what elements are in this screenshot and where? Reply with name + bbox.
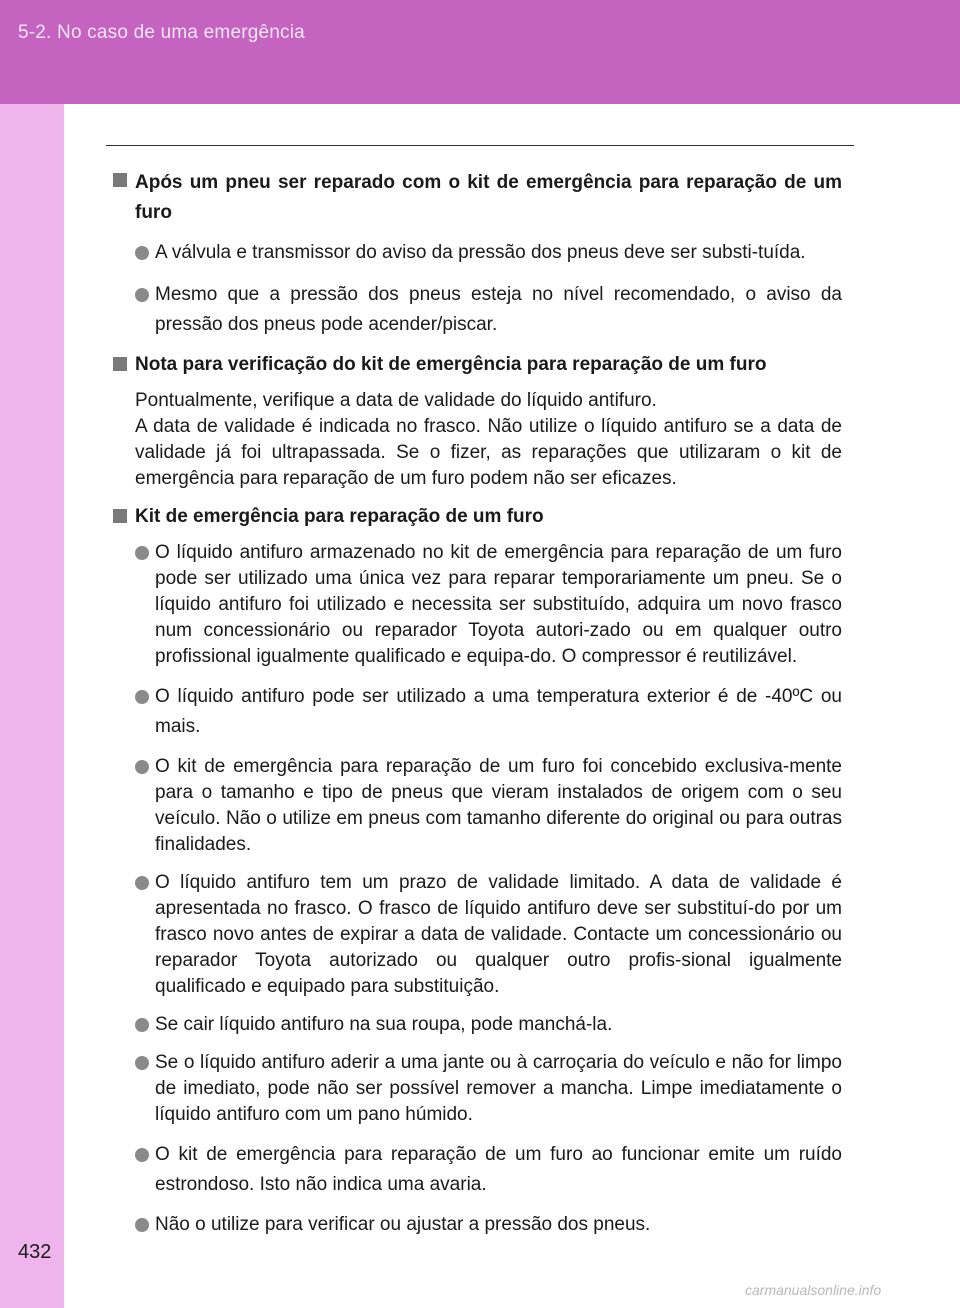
list-item-text: A válvula e transmissor do aviso da pressão dos pneus deve ser substi-tuída. bbox=[155, 242, 806, 263]
round-bullet-icon bbox=[135, 1018, 149, 1032]
section-title: Nota para verificação do kit de emergência para reparação de um furo bbox=[135, 354, 767, 375]
section-title: Após um pneu ser reparado com o kit de emergência para reparação de um furo bbox=[135, 172, 842, 223]
list-item-text: O kit de emergência para reparação de um furo ao funcionar emite um ruído estrondoso. Isto não indica uma avaria. bbox=[155, 1144, 842, 1195]
round-bullet-icon bbox=[135, 760, 149, 774]
list-item-text: O kit de emergência para reparação de um furo foi concebido exclusiva-mente para o tamanho e tipo de pneus que vieram instalados de origem com o seu veículo. Não o utilize em pneus com tamanho diferente do original ou para outras finalidades. bbox=[155, 756, 842, 855]
page-number: 432 bbox=[18, 1241, 52, 1263]
round-bullet-icon bbox=[135, 546, 149, 560]
square-bullet-icon bbox=[113, 173, 127, 187]
page-content bbox=[113, 168, 842, 1250]
square-bullet-icon bbox=[113, 509, 127, 523]
list-item bbox=[113, 754, 842, 858]
header-band bbox=[0, 0, 960, 104]
footer-watermark: carmanualsonline.info bbox=[745, 1282, 882, 1298]
list-item bbox=[113, 280, 842, 340]
list-item-text: Se cair líquido antifuro na sua roupa, pode manchá-la. bbox=[155, 1014, 613, 1035]
list-item-text: Mesmo que a pressão dos pneus esteja no nível recomendado, o aviso da pressão dos pneus pode acender/piscar. bbox=[155, 284, 842, 335]
side-margin-band bbox=[0, 104, 64, 1308]
square-bullet-icon bbox=[113, 357, 127, 371]
list-item bbox=[113, 1140, 842, 1200]
section-label: 5-2. No caso de uma emergência bbox=[18, 22, 305, 43]
list-item bbox=[113, 540, 842, 670]
list-item-text: O líquido antifuro armazenado no kit de emergência para reparação de um furo pode ser utilizado uma única vez para reparar temporariamente um pneu. Se o líquido antifuro foi utilizado e necessita ser substituído, adquira um novo frasco num concessionário ou reparador Toyota autori-zado ou em qualquer outro profissional igualmente qualificado e equipa-do. O compressor é reutilizável. bbox=[155, 542, 842, 667]
list-item bbox=[113, 1012, 842, 1038]
list-item bbox=[113, 1212, 842, 1238]
round-bullet-icon bbox=[135, 1218, 149, 1232]
list-item-text: Se o líquido antifuro aderir a uma jante ou à carroçaria do veículo e não for limpo de imediato, pode não ser possível remover a mancha. Limpe imediatamente o líquido antifuro com um pano húmido. bbox=[155, 1052, 842, 1125]
list-item-text: Não o utilize para verificar ou ajustar a pressão dos pneus. bbox=[155, 1214, 651, 1235]
list-item-text: O líquido antifuro pode ser utilizado a uma temperatura exterior é de -40ºC ou mais. bbox=[155, 686, 842, 737]
round-bullet-icon bbox=[135, 1056, 149, 1070]
list-item bbox=[113, 870, 842, 1000]
section-heading bbox=[113, 168, 842, 228]
list-item bbox=[113, 682, 842, 742]
section-title: Kit de emergência para reparação de um furo bbox=[135, 506, 544, 527]
round-bullet-icon bbox=[135, 876, 149, 890]
round-bullet-icon bbox=[135, 246, 149, 260]
list-item-text: O líquido antifuro tem um prazo de validade limitado. A data de validade é apresentada no frasco. O frasco de líquido antifuro deve ser substituí-do por um frasco novo antes de expirar a data de validade. Contacte um concessionário ou reparador Toyota autorizado ou qualquer outro profis-sional igualmente qualificado e equipado para substituição. bbox=[155, 872, 842, 997]
section-heading bbox=[113, 352, 842, 378]
list-item bbox=[113, 1050, 842, 1128]
paragraph-line: A data de validade é indicada no frasco. Não utilize o líquido antifuro se a data de validade já foi ultrapassada. Se o fizer, as reparações que utilizaram o kit de emergência para reparação de um furo podem não ser eficazes. bbox=[135, 416, 842, 489]
round-bullet-icon bbox=[135, 1148, 149, 1162]
section-heading bbox=[113, 504, 842, 530]
list-item bbox=[113, 238, 842, 268]
paragraph-line: Pontualmente, verifique a data de validade do líquido antifuro. bbox=[135, 390, 657, 411]
round-bullet-icon bbox=[135, 288, 149, 302]
section-paragraph bbox=[113, 388, 842, 492]
divider-rule bbox=[106, 145, 854, 146]
round-bullet-icon bbox=[135, 690, 149, 704]
